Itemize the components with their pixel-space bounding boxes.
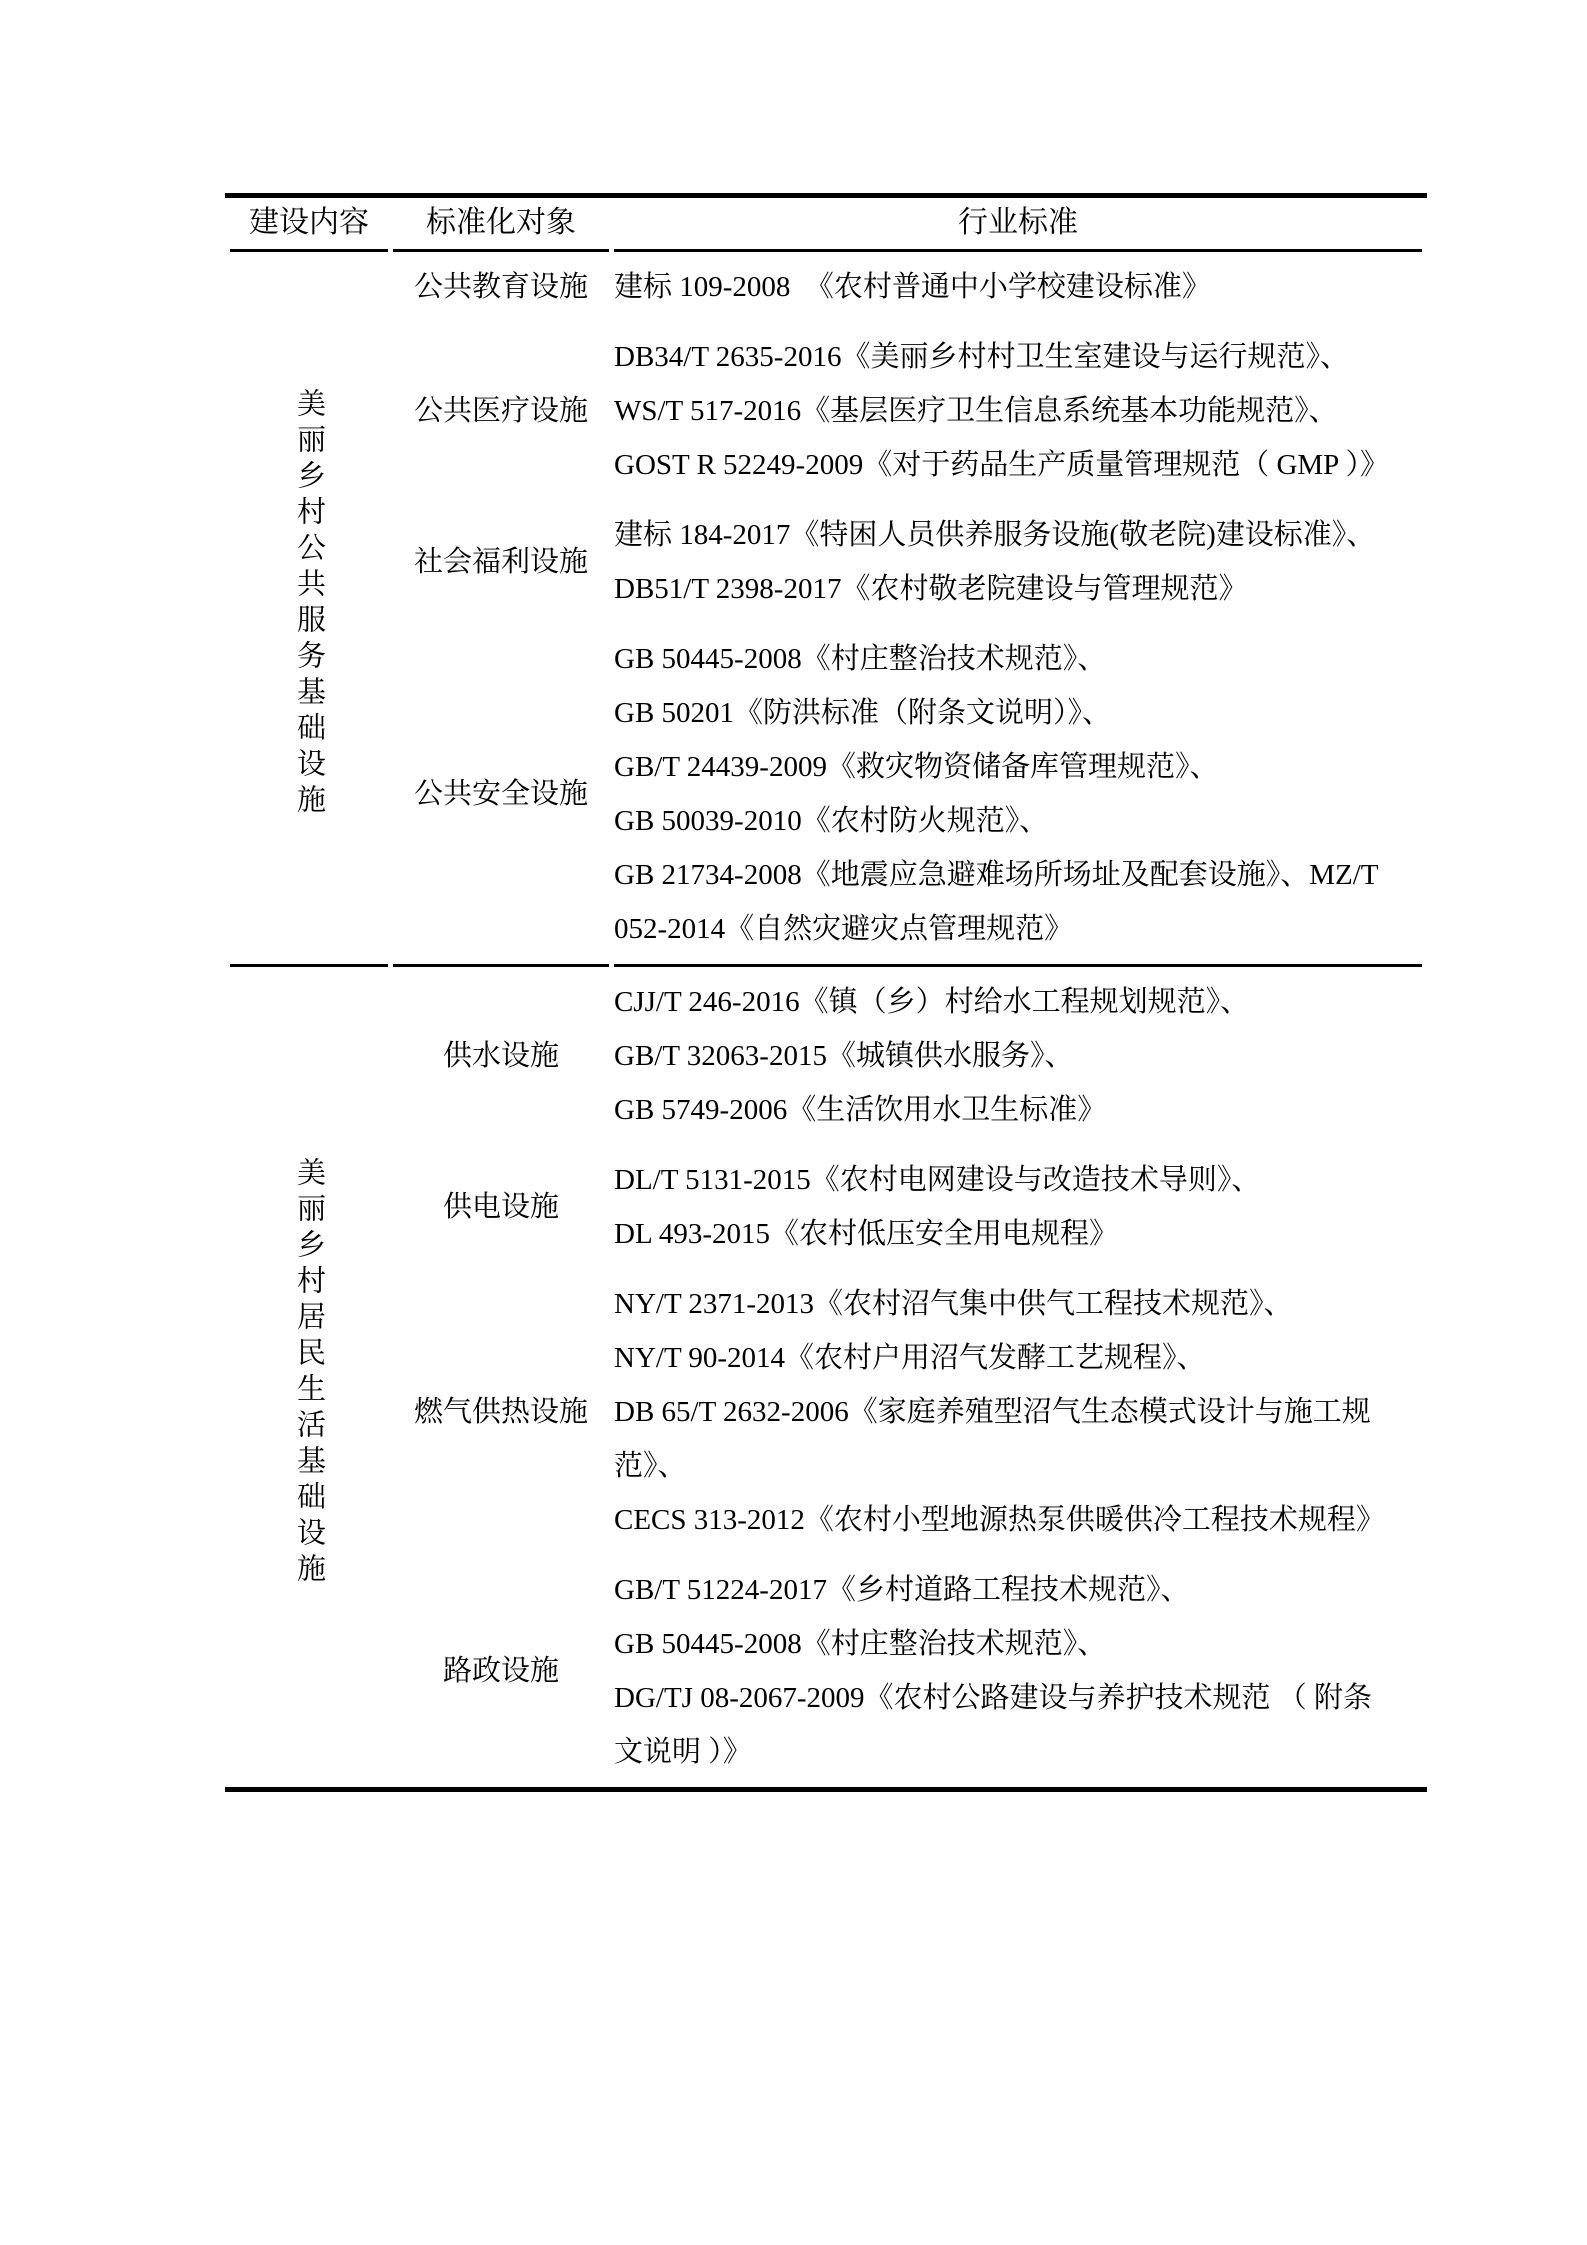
standard-line: GB 50445-2008《村庄整治技术规范》、 <box>614 643 1107 675</box>
standard-line: 建标 184-2017《特困人员供养服务设施(敬老院)建设标准》、 <box>614 519 1376 551</box>
standard-line: DG/TJ 08-2067-2009《农村公路建设与养护技术规范 （ 附条 <box>614 1682 1373 1714</box>
standard-line: NY/T 90-2014《农村户用沼气发酵工艺规程》、 <box>614 1342 1206 1374</box>
table-row <box>230 1555 1422 1787</box>
table-header-row <box>230 198 1422 252</box>
standard-line: GB 21734-2008《地震应急避难场所场址及配套设施》、MZ/T <box>614 859 1379 891</box>
category-cell-public-service <box>230 252 388 967</box>
standard-line: CJJ/T 246-2016《镇（乡）村给水工程规划规范》、 <box>614 986 1250 1018</box>
standard-line: DB51/T 2398-2017《农村敬老院建设与管理规范》 <box>614 573 1248 605</box>
table-bottom-border <box>225 1787 1427 1792</box>
object-cell: 公共教育设施 <box>413 271 588 303</box>
standard-line: CECS 313-2012《农村小型地源热泵供暖供冷工程技术规程》 <box>614 1504 1385 1536</box>
object-cell: 供电设施 <box>442 1191 559 1223</box>
standard-line: DB34/T 2635-2016《美丽乡村村卫生室建设与运行规范》、 <box>614 341 1349 373</box>
table-row <box>230 500 1422 624</box>
standards-table-grid <box>225 198 1427 1787</box>
object-cell: 公共安全设施 <box>393 624 609 967</box>
standard-line: GB/T 51224-2017《乡村道路工程技术规范》、 <box>614 1574 1190 1606</box>
standards-cell <box>614 322 1422 500</box>
standard-line: DL/T 5131-2015《农村电网建设与改造技术导则》、 <box>614 1164 1261 1196</box>
standards-cell <box>614 967 1422 1145</box>
standard-line: WS/T 517-2016《基层医疗卫生信息系统基本功能规范》、 <box>614 395 1338 427</box>
standards-cell <box>614 252 1422 322</box>
category-label-vertical: 美丽乡村公共服务基础设施 <box>293 388 325 820</box>
table-row <box>230 1269 1422 1555</box>
standard-line: NY/T 2371-2013《农村沼气集中供气工程技术规范》、 <box>614 1288 1293 1320</box>
standards-cell <box>614 1269 1422 1555</box>
standard-line: DL 493-2015《农村低压安全用电规程》 <box>614 1218 1118 1250</box>
standard-line: GB 50039-2010《农村防火规范》、 <box>614 805 1049 837</box>
object-cell: 供水设施 <box>442 1040 559 1072</box>
table-row <box>230 252 1422 322</box>
table-row <box>230 624 1422 967</box>
standard-line: 052-2014《自然灾避灾点管理规范》 <box>614 913 1074 945</box>
header-standardization-object: 标准化对象 <box>393 198 609 252</box>
standard-line: GB 50201《防洪标准（附条文说明）》、 <box>614 697 1112 729</box>
object-cell: 社会福利设施 <box>413 546 588 578</box>
standards-cell <box>614 1555 1422 1787</box>
header-industry-standard: 行业标准 <box>614 198 1422 252</box>
standards-cell <box>614 500 1422 624</box>
standards-cell <box>614 624 1422 967</box>
object-cell: 燃气供热设施 <box>413 1396 588 1428</box>
table-row <box>230 322 1422 500</box>
standard-line: 建标 109-2008 《农村普通中小学校建设标准》 <box>614 271 1211 303</box>
standards-table <box>225 193 1427 1792</box>
standard-line: GB/T 24439-2009《救灾物资储备库管理规范》、 <box>614 751 1219 783</box>
standard-line: DB 65/T 2632-2006《家庭养殖型沼气生态模式设计与施工规 <box>614 1396 1371 1428</box>
table-row <box>230 967 1422 1145</box>
table-row <box>230 1145 1422 1269</box>
object-cell: 公共医疗设施 <box>413 395 588 427</box>
standard-line: 文说明 ）》 <box>614 1736 752 1768</box>
standard-line: 范》、 <box>614 1450 687 1482</box>
category-label-vertical: 美丽乡村居民生活基础设施 <box>293 1157 325 1589</box>
standard-line: GB/T 32063-2015《城镇供水服务》、 <box>614 1040 1074 1072</box>
standard-line: GB 5749-2006《生活饮用水卫生标准》 <box>614 1094 1107 1126</box>
standard-line: GOST R 52249-2009《对于药品生产质量管理规范（ GMP ）》 <box>614 449 1389 481</box>
category-cell-residential-life <box>230 967 388 1787</box>
standards-cell <box>614 1145 1422 1269</box>
standard-line: GB 50445-2008《村庄整治技术规范》、 <box>614 1628 1107 1660</box>
header-construction-content: 建设内容 <box>230 198 388 252</box>
object-cell: 路政设施 <box>442 1655 559 1687</box>
